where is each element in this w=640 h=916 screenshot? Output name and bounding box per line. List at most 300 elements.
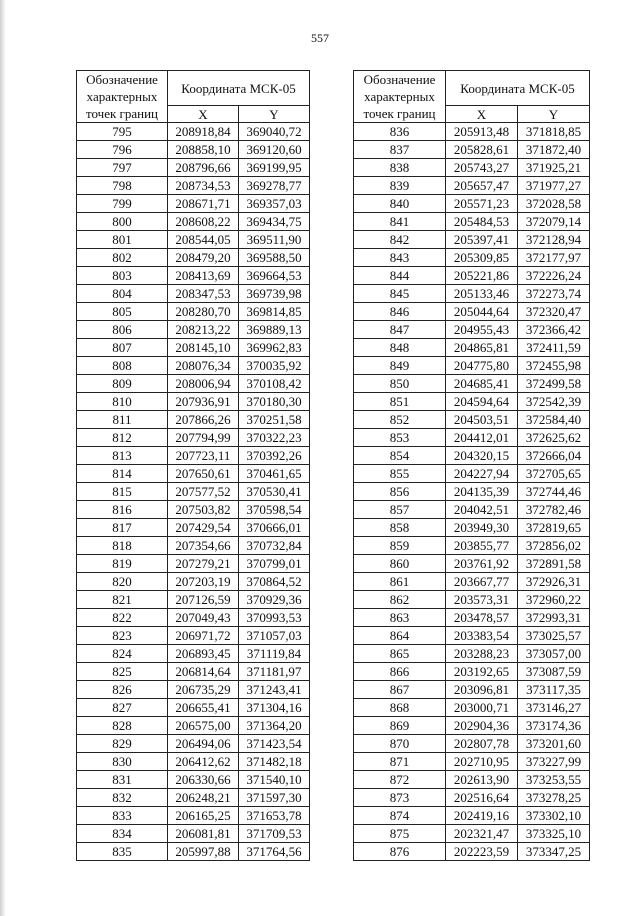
x-coordinate-cell: 204775,80 — [446, 357, 518, 375]
point-id-cell: 872 — [354, 771, 446, 789]
y-coordinate-cell: 371709,53 — [239, 825, 310, 843]
table-row — [77, 177, 310, 195]
point-id-cell: 854 — [354, 447, 446, 465]
table-row — [354, 195, 590, 213]
y-coordinate-cell: 370732,84 — [239, 537, 310, 555]
point-id-cell: 869 — [354, 717, 446, 735]
y-coordinate-cell: 369120,60 — [239, 141, 310, 159]
x-coordinate-cell: 207936,91 — [168, 393, 239, 411]
y-coordinate-cell: 372993,31 — [518, 609, 590, 627]
point-id-header: Обозначение характерных точек границ — [77, 71, 168, 123]
x-coordinate-cell: 205657,47 — [446, 177, 518, 195]
table-row — [354, 699, 590, 717]
table-row — [77, 159, 310, 177]
point-id-cell: 837 — [354, 141, 446, 159]
y-coordinate-cell: 370180,30 — [239, 393, 310, 411]
point-id-cell: 824 — [77, 645, 168, 663]
y-coordinate-cell: 372705,65 — [518, 465, 590, 483]
x-coordinate-cell: 208413,69 — [168, 267, 239, 285]
table-row — [354, 303, 590, 321]
y-coordinate-cell: 372411,59 — [518, 339, 590, 357]
x-coordinate-cell: 207126,59 — [168, 591, 239, 609]
point-id-cell: 801 — [77, 231, 168, 249]
y-coordinate-cell: 372744,46 — [518, 483, 590, 501]
point-id-cell: 846 — [354, 303, 446, 321]
table-row — [77, 321, 310, 339]
y-coordinate-cell: 370993,53 — [239, 609, 310, 627]
table-row — [77, 375, 310, 393]
table-row — [77, 357, 310, 375]
point-id-cell: 813 — [77, 447, 168, 465]
point-id-cell: 815 — [77, 483, 168, 501]
table-row — [354, 843, 590, 861]
point-id-cell: 849 — [354, 357, 446, 375]
table-row — [354, 573, 590, 591]
table-row — [354, 375, 590, 393]
x-coordinate-cell: 205913,48 — [446, 123, 518, 141]
y-coordinate-cell: 372028,58 — [518, 195, 590, 213]
x-coordinate-cell: 206814,64 — [168, 663, 239, 681]
y-coordinate-cell: 371057,03 — [239, 627, 310, 645]
point-id-cell: 820 — [77, 573, 168, 591]
point-id-cell: 874 — [354, 807, 446, 825]
y-coordinate-cell: 371540,10 — [239, 771, 310, 789]
y-coordinate-cell: 370392,26 — [239, 447, 310, 465]
y-coordinate-cell: 371818,85 — [518, 123, 590, 141]
y-coordinate-cell: 372128,94 — [518, 231, 590, 249]
point-id-cell: 804 — [77, 285, 168, 303]
table-row — [354, 357, 590, 375]
point-id-cell: 805 — [77, 303, 168, 321]
x-coordinate-cell: 204135,39 — [446, 483, 518, 501]
x-coordinate-cell: 205044,64 — [446, 303, 518, 321]
table-row — [77, 789, 310, 807]
y-coordinate-cell: 372455,98 — [518, 357, 590, 375]
point-id-cell: 816 — [77, 501, 168, 519]
y-coordinate-cell: 369040,72 — [239, 123, 310, 141]
table-row — [77, 429, 310, 447]
table-row — [77, 609, 310, 627]
y-coordinate-cell: 372226,24 — [518, 267, 590, 285]
x-coordinate-cell: 205221,86 — [446, 267, 518, 285]
x-coordinate-cell: 204865,81 — [446, 339, 518, 357]
point-id-cell: 862 — [354, 591, 446, 609]
x-coordinate-cell: 204594,64 — [446, 393, 518, 411]
table-row — [354, 681, 590, 699]
x-coordinate-cell: 204503,51 — [446, 411, 518, 429]
point-id-cell: 848 — [354, 339, 446, 357]
y-coordinate-cell: 370322,23 — [239, 429, 310, 447]
point-id-cell: 827 — [77, 699, 168, 717]
table-row — [77, 267, 310, 285]
y-coordinate-cell: 371364,20 — [239, 717, 310, 735]
y-coordinate-cell: 370035,92 — [239, 357, 310, 375]
table-row — [354, 447, 590, 465]
point-id-cell: 870 — [354, 735, 446, 753]
point-id-cell: 832 — [77, 789, 168, 807]
y-coordinate-cell: 373302,10 — [518, 807, 590, 825]
table-row — [354, 339, 590, 357]
x-coordinate-cell: 208006,94 — [168, 375, 239, 393]
x-coordinate-cell: 206893,45 — [168, 645, 239, 663]
y-coordinate-cell: 369962,83 — [239, 339, 310, 357]
y-coordinate-cell: 371597,30 — [239, 789, 310, 807]
table-row — [77, 825, 310, 843]
point-id-cell: 847 — [354, 321, 446, 339]
table-row — [354, 501, 590, 519]
x-coordinate-cell: 206735,29 — [168, 681, 239, 699]
y-coordinate-cell: 369278,77 — [239, 177, 310, 195]
x-coordinate-cell: 203096,81 — [446, 681, 518, 699]
y-coordinate-cell: 372177,97 — [518, 249, 590, 267]
y-coordinate-cell: 372666,04 — [518, 447, 590, 465]
coordinates-table-left — [76, 70, 310, 861]
table-row — [77, 195, 310, 213]
y-coordinate-cell: 373025,57 — [518, 627, 590, 645]
y-coordinate-cell: 372366,42 — [518, 321, 590, 339]
table-row — [77, 213, 310, 231]
y-coordinate-cell: 372542,39 — [518, 393, 590, 411]
y-coordinate-cell: 371872,40 — [518, 141, 590, 159]
x-coordinate-cell: 208918,84 — [168, 123, 239, 141]
table-row — [354, 519, 590, 537]
y-coordinate-cell: 373253,55 — [518, 771, 590, 789]
table-row — [354, 213, 590, 231]
table-row — [77, 573, 310, 591]
y-coordinate-cell: 372320,47 — [518, 303, 590, 321]
x-coordinate-cell: 202807,78 — [446, 735, 518, 753]
coordinate-header: Координата МСК-05 — [446, 71, 590, 106]
scan-edge-shadow — [0, 0, 6, 916]
table-row — [354, 231, 590, 249]
coordinates-table-right — [353, 70, 590, 861]
x-coordinate-cell: 203383,54 — [446, 627, 518, 645]
y-coordinate-cell: 370461,65 — [239, 465, 310, 483]
point-id-cell: 835 — [77, 843, 168, 861]
y-coordinate-cell: 372926,31 — [518, 573, 590, 591]
y-coordinate-cell: 372499,58 — [518, 375, 590, 393]
table-row — [354, 267, 590, 285]
point-id-cell: 861 — [354, 573, 446, 591]
table-row — [77, 483, 310, 501]
point-id-cell: 798 — [77, 177, 168, 195]
table-row — [354, 537, 590, 555]
x-coordinate-cell: 206330,66 — [168, 771, 239, 789]
point-id-cell: 819 — [77, 555, 168, 573]
table-row — [77, 555, 310, 573]
y-coordinate-cell: 372960,22 — [518, 591, 590, 609]
y-coordinate-cell: 370108,42 — [239, 375, 310, 393]
table-row — [354, 249, 590, 267]
x-header: X — [168, 106, 239, 123]
point-id-cell: 873 — [354, 789, 446, 807]
x-coordinate-cell: 208347,53 — [168, 285, 239, 303]
y-coordinate-cell: 370666,01 — [239, 519, 310, 537]
point-id-cell: 876 — [354, 843, 446, 861]
point-id-cell: 823 — [77, 627, 168, 645]
x-coordinate-cell: 203192,65 — [446, 663, 518, 681]
y-coordinate-cell: 371119,84 — [239, 645, 310, 663]
table-row — [77, 303, 310, 321]
table-row — [354, 771, 590, 789]
y-coordinate-cell: 372079,14 — [518, 213, 590, 231]
point-id-cell: 855 — [354, 465, 446, 483]
point-id-cell: 840 — [354, 195, 446, 213]
point-id-cell: 817 — [77, 519, 168, 537]
x-coordinate-cell: 202419,16 — [446, 807, 518, 825]
x-coordinate-cell: 208608,22 — [168, 213, 239, 231]
y-coordinate-cell: 370864,52 — [239, 573, 310, 591]
coordinates-table-right-body — [354, 123, 590, 861]
point-id-cell: 812 — [77, 429, 168, 447]
x-coordinate-cell: 203855,77 — [446, 537, 518, 555]
y-coordinate-cell: 373146,27 — [518, 699, 590, 717]
y-coordinate-cell: 371181,97 — [239, 663, 310, 681]
point-id-cell: 864 — [354, 627, 446, 645]
point-id-cell: 802 — [77, 249, 168, 267]
y-coordinate-cell: 373174,36 — [518, 717, 590, 735]
point-id-cell: 833 — [77, 807, 168, 825]
y-coordinate-cell: 373278,25 — [518, 789, 590, 807]
table-row — [77, 411, 310, 429]
page-number: 557 — [311, 31, 329, 45]
y-coordinate-cell: 369814,85 — [239, 303, 310, 321]
table-row — [354, 429, 590, 447]
x-coordinate-cell: 208544,05 — [168, 231, 239, 249]
table-row — [354, 555, 590, 573]
x-coordinate-cell: 206165,25 — [168, 807, 239, 825]
y-coordinate-cell: 373057,00 — [518, 645, 590, 663]
point-id-cell: 867 — [354, 681, 446, 699]
table-row — [77, 663, 310, 681]
y-coordinate-cell: 369357,03 — [239, 195, 310, 213]
point-id-cell: 857 — [354, 501, 446, 519]
x-coordinate-cell: 202710,95 — [446, 753, 518, 771]
table-row — [354, 411, 590, 429]
point-id-cell: 809 — [77, 375, 168, 393]
y-coordinate-cell: 372819,65 — [518, 519, 590, 537]
point-id-cell: 808 — [77, 357, 168, 375]
table-row — [354, 393, 590, 411]
point-id-cell: 800 — [77, 213, 168, 231]
table-row — [77, 285, 310, 303]
point-id-cell: 843 — [354, 249, 446, 267]
table-row — [354, 123, 590, 141]
x-coordinate-cell: 204955,43 — [446, 321, 518, 339]
x-coordinate-cell: 205571,23 — [446, 195, 518, 213]
y-coordinate-cell: 372625,62 — [518, 429, 590, 447]
table-row — [77, 123, 310, 141]
point-id-cell: 797 — [77, 159, 168, 177]
x-coordinate-cell: 206494,06 — [168, 735, 239, 753]
point-id-cell: 799 — [77, 195, 168, 213]
x-coordinate-cell: 204227,94 — [446, 465, 518, 483]
x-coordinate-cell: 207577,52 — [168, 483, 239, 501]
x-coordinate-cell: 208796,66 — [168, 159, 239, 177]
y-coordinate-cell: 369889,13 — [239, 321, 310, 339]
point-id-cell: 822 — [77, 609, 168, 627]
y-coordinate-cell: 373325,10 — [518, 825, 590, 843]
x-coordinate-cell: 208213,22 — [168, 321, 239, 339]
point-id-header: Обозначение характерных точек границ — [354, 71, 446, 123]
x-coordinate-cell: 206575,00 — [168, 717, 239, 735]
x-coordinate-cell: 208858,10 — [168, 141, 239, 159]
x-coordinate-cell: 207049,43 — [168, 609, 239, 627]
y-coordinate-cell: 370598,54 — [239, 501, 310, 519]
x-header: X — [446, 106, 518, 123]
table-row — [77, 501, 310, 519]
x-coordinate-cell: 207794,99 — [168, 429, 239, 447]
x-coordinate-cell: 207723,11 — [168, 447, 239, 465]
point-id-cell: 856 — [354, 483, 446, 501]
y-coordinate-cell: 369588,50 — [239, 249, 310, 267]
point-id-cell: 830 — [77, 753, 168, 771]
y-coordinate-cell: 371764,56 — [239, 843, 310, 861]
y-coordinate-cell: 373347,25 — [518, 843, 590, 861]
x-coordinate-cell: 205309,85 — [446, 249, 518, 267]
point-id-cell: 853 — [354, 429, 446, 447]
y-coordinate-cell: 371304,16 — [239, 699, 310, 717]
x-coordinate-cell: 207354,66 — [168, 537, 239, 555]
x-coordinate-cell: 207866,26 — [168, 411, 239, 429]
table-row — [354, 789, 590, 807]
x-coordinate-cell: 203667,77 — [446, 573, 518, 591]
point-id-cell: 795 — [77, 123, 168, 141]
y-coordinate-cell: 373087,59 — [518, 663, 590, 681]
x-coordinate-cell: 205828,61 — [446, 141, 518, 159]
x-coordinate-cell: 204042,51 — [446, 501, 518, 519]
x-coordinate-cell: 205484,53 — [446, 213, 518, 231]
point-id-cell: 851 — [354, 393, 446, 411]
point-id-cell: 834 — [77, 825, 168, 843]
y-coordinate-cell: 373201,60 — [518, 735, 590, 753]
table-row — [354, 627, 590, 645]
x-coordinate-cell: 206248,21 — [168, 789, 239, 807]
x-coordinate-cell: 207650,61 — [168, 465, 239, 483]
x-coordinate-cell: 206412,62 — [168, 753, 239, 771]
x-coordinate-cell: 203573,31 — [446, 591, 518, 609]
y-coordinate-cell: 373227,99 — [518, 753, 590, 771]
point-id-cell: 842 — [354, 231, 446, 249]
y-coordinate-cell: 370251,58 — [239, 411, 310, 429]
x-coordinate-cell: 202321,47 — [446, 825, 518, 843]
table-row — [77, 447, 310, 465]
point-id-cell: 845 — [354, 285, 446, 303]
x-coordinate-cell: 205743,27 — [446, 159, 518, 177]
x-coordinate-cell: 206971,72 — [168, 627, 239, 645]
x-coordinate-cell: 202516,64 — [446, 789, 518, 807]
table-row — [77, 231, 310, 249]
table-row — [354, 735, 590, 753]
point-id-cell: 831 — [77, 771, 168, 789]
point-id-cell: 836 — [354, 123, 446, 141]
table-row — [77, 141, 310, 159]
point-id-cell: 859 — [354, 537, 446, 555]
x-coordinate-cell: 203288,23 — [446, 645, 518, 663]
point-id-cell: 828 — [77, 717, 168, 735]
table-row — [77, 627, 310, 645]
table-row — [77, 249, 310, 267]
y-coordinate-cell: 371653,78 — [239, 807, 310, 825]
y-coordinate-cell: 372856,02 — [518, 537, 590, 555]
table-row — [354, 591, 590, 609]
x-coordinate-cell: 208734,53 — [168, 177, 239, 195]
point-id-cell: 821 — [77, 591, 168, 609]
y-coordinate-cell: 372782,46 — [518, 501, 590, 519]
table-row — [354, 465, 590, 483]
x-coordinate-cell: 208671,71 — [168, 195, 239, 213]
table-row — [354, 645, 590, 663]
table-row — [77, 645, 310, 663]
point-id-cell: 803 — [77, 267, 168, 285]
x-coordinate-cell: 203478,57 — [446, 609, 518, 627]
y-coordinate-cell: 369199,95 — [239, 159, 310, 177]
point-id-cell: 841 — [354, 213, 446, 231]
x-coordinate-cell: 204685,41 — [446, 375, 518, 393]
point-id-cell: 866 — [354, 663, 446, 681]
y-coordinate-cell: 372891,58 — [518, 555, 590, 573]
table-row — [77, 753, 310, 771]
table-row — [354, 609, 590, 627]
y-coordinate-cell: 369434,75 — [239, 213, 310, 231]
y-coordinate-cell: 371977,27 — [518, 177, 590, 195]
point-id-cell: 829 — [77, 735, 168, 753]
x-coordinate-cell: 205133,46 — [446, 285, 518, 303]
x-coordinate-cell: 208145,10 — [168, 339, 239, 357]
coordinates-table-left-body — [77, 123, 310, 861]
y-coordinate-cell: 371423,54 — [239, 735, 310, 753]
table-row — [354, 483, 590, 501]
point-id-cell: 868 — [354, 699, 446, 717]
table-row — [354, 141, 590, 159]
x-coordinate-cell: 208280,70 — [168, 303, 239, 321]
table-row — [77, 771, 310, 789]
point-id-cell: 850 — [354, 375, 446, 393]
table-row — [354, 285, 590, 303]
point-id-cell: 806 — [77, 321, 168, 339]
x-coordinate-cell: 205397,41 — [446, 231, 518, 249]
point-id-cell: 858 — [354, 519, 446, 537]
table-row — [354, 159, 590, 177]
point-id-cell: 844 — [354, 267, 446, 285]
x-coordinate-cell: 203000,71 — [446, 699, 518, 717]
table-row — [77, 735, 310, 753]
x-coordinate-cell: 202223,59 — [446, 843, 518, 861]
x-coordinate-cell: 207503,82 — [168, 501, 239, 519]
table-row — [77, 699, 310, 717]
table-row — [354, 825, 590, 843]
table-row — [354, 753, 590, 771]
x-coordinate-cell: 204320,15 — [446, 447, 518, 465]
point-id-cell: 839 — [354, 177, 446, 195]
x-coordinate-cell: 206081,81 — [168, 825, 239, 843]
x-coordinate-cell: 206655,41 — [168, 699, 239, 717]
table-row — [77, 519, 310, 537]
point-id-cell: 863 — [354, 609, 446, 627]
point-id-cell: 807 — [77, 339, 168, 357]
x-coordinate-cell: 203761,92 — [446, 555, 518, 573]
point-id-cell: 796 — [77, 141, 168, 159]
point-id-cell: 811 — [77, 411, 168, 429]
y-coordinate-cell: 370929,36 — [239, 591, 310, 609]
table-row — [77, 339, 310, 357]
table-row — [77, 807, 310, 825]
x-coordinate-cell: 207279,21 — [168, 555, 239, 573]
y-coordinate-cell: 370799,01 — [239, 555, 310, 573]
coordinate-header: Координата МСК-05 — [168, 71, 310, 106]
point-id-cell: 860 — [354, 555, 446, 573]
x-coordinate-cell: 207203,19 — [168, 573, 239, 591]
